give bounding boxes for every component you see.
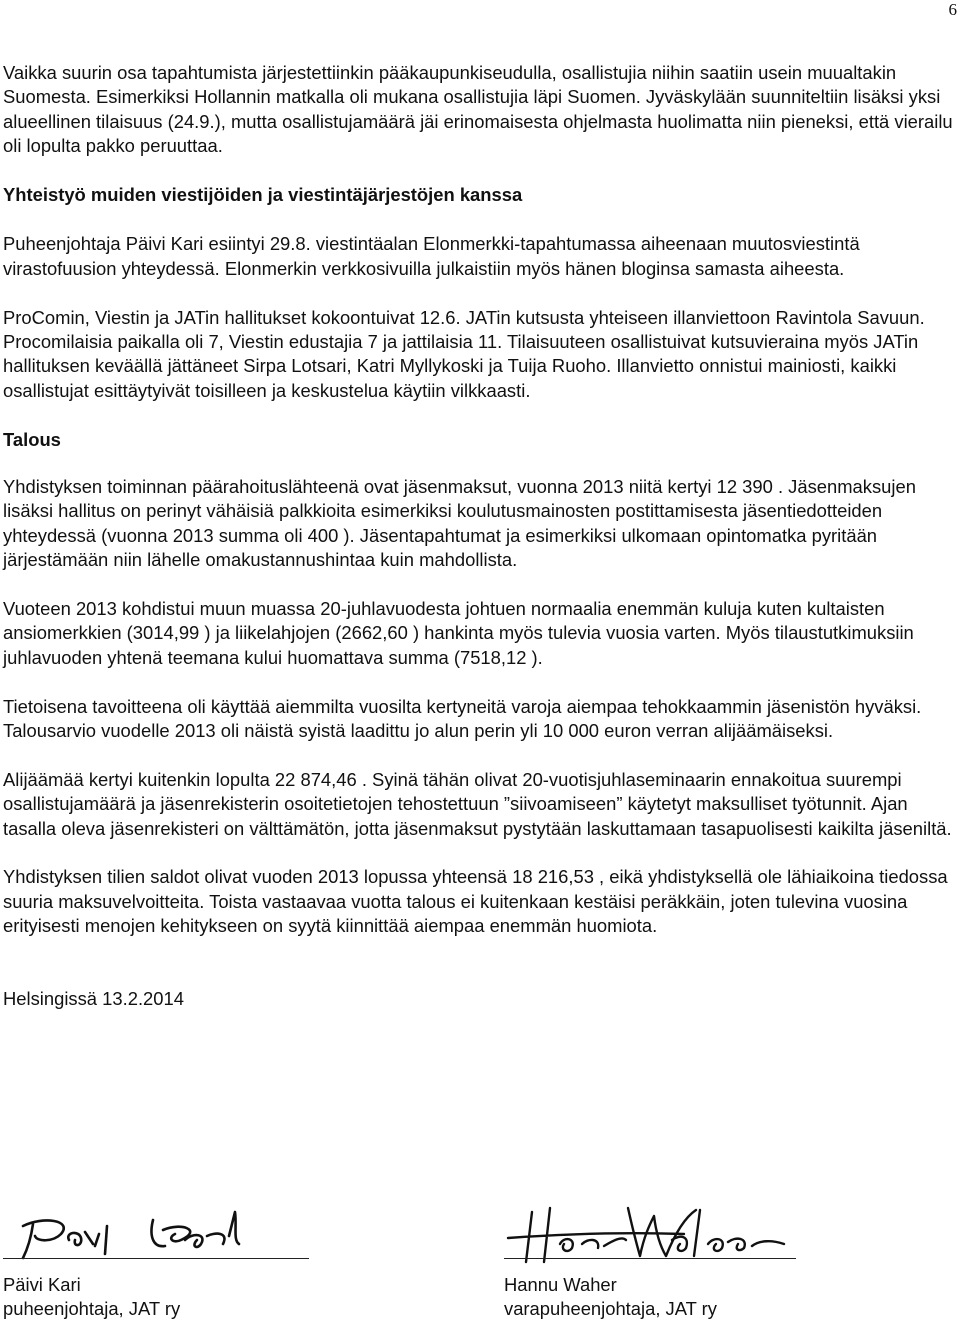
page-number: 6: [948, 0, 957, 19]
finance-paragraph-3: Tietoisena tavoitteena oli käyttää aiemmilta vuosilta kertyneitä varoja aiempaa tehokkaammin jäsenistön hyväksi. Talousarvio vuodelle 2013 oli näistä syistä laadittu jo alun perin yli 10 000 euron verran alijäämäiseksi.: [3, 695, 922, 742]
section-heading-cooperation: Yhteistyö muiden viestijöiden ja viestintäjärjestöjen kanssa: [3, 184, 523, 206]
signature-area: [3, 1196, 958, 1334]
signature-block-chair: [3, 1196, 323, 1319]
intro-paragraph: Vaikka suurin osa tapahtumista järjestettiinkin pääkaupunkiseudulla, osallistujia niihin saatiin usein muualtakin Suomesta. Esimerkiksi Hollannin matkalla oli mukana osallistujia läpi Suomen. Jyväskylään suunniteltiin lisäksi yksi alueellinen tilaisuus (24.9.), mutta osallistujamäärä jäi erinomaisesta ohjelmasta huolimatta niin pieneksi, että vierailu oli lopulta pakko peruuttaa.: [3, 62, 953, 157]
signature-line-vice-chair: [504, 1258, 796, 1259]
finance-paragraph-2: Vuoteen 2013 kohdistui muun muassa 20-juhlavuodesta johtuen normaalia enemmän kuluja kuten kultaisten ansiomerkkien (3014,99 ) ja liikelahjojen (2662,60 ) hankinta myös tulevia vuosia varten. Myös tilaustutkimuksiin juhlavuoden yhtenä teemana kului huomattava summa (7518,12 ).: [3, 598, 914, 668]
finance-paragraph-1: Yhdistyksen toiminnan päärahoituslähteenä ovat jäsenmaksut, vuonna 2013 niitä kertyi 12 390 . Jäsenmaksujen lisäksi hallitus on perinyt vähäisiä palkkioita esimerkiksi koulutusmainosten postittamisesta jäsentiedotteiden yhteydessä (vuonna 2013 summa oli 400 ). Jäsentapahtumat ja esimerkiksi ulkomaan opintomatka pyritään järjestämään niin lähelle omakustannushintaa kuin mahdollista.: [3, 476, 916, 571]
handwritten-signature-vice-chair: [504, 1196, 814, 1266]
finance-paragraph-5: Yhdistyksen tilien saldot olivat vuoden 2013 lopussa yhteensä 18 216,53 , eikä yhdistyksellä ole lähiaikoina tiedossa suuria maksuvelvoitteita. Toista vastaavaa vuotta talous ei kuitenkaan kestäisi peräkkäin, joten tulevina vuosina erityisesti menojen kehitykseen on syytä kiinnittää aiempaa enemmän huomiota.: [3, 866, 948, 937]
finance-paragraph-4: Alijäämää kertyi kuitenkin lopulta 22 874,46 . Syinä tähän olivat 20-vuotisjuhlaseminaarin ennakoitua suurempi osallistujamäärä ja jäsenrekisterin osoitetietojen tehostettuun ”siivoamiseen” käytetyt maksulliset työtunnit. Ajan tasalla oleva jäsenrekisteri on välttämätön, jotta jäsenmaksut pystytään laskuttamaan tasapuolisesti kaikilta jäseniltä.: [3, 768, 952, 839]
document-body: [3, 61, 958, 1036]
cooperation-paragraph-1: Puheenjohtaja Päivi Kari esiintyi 29.8. viestintäalan Elonmerkki-tapahtumassa aiheenaan muutosviestintä virastofuusion yhteydessä. Elonmerkin verkkosivuilla julkaistiin myös hänen bloginsa samasta aiheesta.: [3, 233, 860, 279]
signer-name-vice-chair: Hannu Waher: [504, 1274, 617, 1295]
signer-title-chair: puheenjohtaja, JAT ry: [3, 1298, 181, 1319]
signer-name-chair: Päivi Kari: [3, 1274, 81, 1295]
handwritten-signature-chair: [3, 1196, 313, 1266]
signer-title-vice-chair: varapuheenjohtaja, JAT ry: [504, 1298, 717, 1319]
signature-line-chair: [3, 1258, 309, 1259]
place-date: Helsingissä 13.2.2014: [3, 987, 184, 1009]
cooperation-paragraph-2: ProComin, Viestin ja JATin hallitukset kokoontuivat 12.6. JATin kutsusta yhteiseen illanviettoon Ravintola Savuun. Procomilaisia paikalla oli 7, Viestin edustajia 7 ja jattilaisia 11. Tilaisuuteen osallistuivat kutsuvieraina myös JATin hallituksen keväällä jättäneet Sirpa Lotsari, Katri Myllykoski ja Tuija Ruoho. Illanvietto onnistui mainiosti, kaikki osallistujat esittäytyivät toisilleen ja keskustelua käytiin vilkkaasti.: [3, 306, 925, 401]
section-heading-finance: Talous: [3, 428, 61, 450]
signature-block-vice-chair: [504, 1196, 824, 1319]
